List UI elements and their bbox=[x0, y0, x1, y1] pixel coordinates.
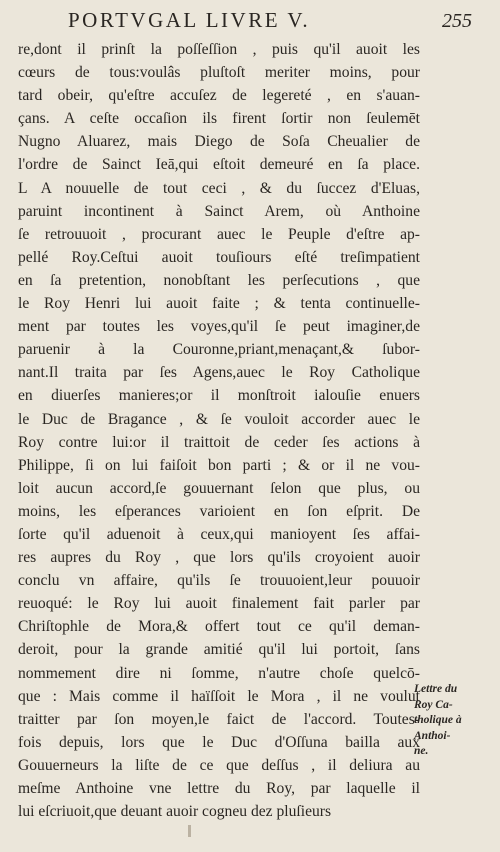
text-line: meſme Anthoine vne lettre du Roy, par laquelle il bbox=[18, 780, 420, 797]
margin-note-line: Roy Ca- bbox=[414, 698, 453, 711]
text-line: en ſa pretention, nonobſtant les perſecutions , que bbox=[18, 271, 420, 289]
text-line: l'ordre de Sainct Ieā,qui eſtoit demeuré en ſa place. bbox=[18, 156, 420, 174]
text-line: çans. A ceſte occaſion ils firent ſortir non ſeulemēt bbox=[18, 110, 420, 128]
text-line: paruint incontinent à Sainct Arem, où Anthoine bbox=[18, 202, 420, 220]
text-line: re,dont il prinſt la poſſeſſion , puis qu'il auoit les bbox=[18, 41, 420, 58]
margin-note-line: tholique à bbox=[414, 714, 462, 726]
text-line: cœurs de tous:voulâs pluſtoſt meriter moins, pour bbox=[18, 64, 420, 82]
text-line: lui eſcriuoit,que deuant auoir cogneu dez pluſieurs bbox=[18, 803, 332, 821]
text-line: le Roy Henri lui auoit faite ; & tenta continuelle- bbox=[18, 295, 420, 313]
text-line: ment par toutes les voyes,qu'il ſe peut imaginer,de bbox=[18, 318, 420, 336]
text-line: ſe retrouuoit , procurant auec le Peuple d'eſtre ap- bbox=[18, 225, 420, 243]
margin-note-line: Lettre du bbox=[414, 683, 458, 695]
text-line: Nugno Aluarez, mais Diego de Soſa Cheualier de bbox=[18, 133, 420, 151]
text-line: ſorte qu'il aduenoit à ceux,qui manioyent ſes affai- bbox=[18, 525, 420, 543]
text-line: loit aucun accord,ſe gouuernant ſelon que plus, ou bbox=[18, 479, 420, 497]
text-line: fois depuis, lors que le Duc d'Oſſuna bailla aux bbox=[18, 733, 420, 751]
text-line: nant.Il traita par ſes Agens,auec le Roy Catholique bbox=[18, 364, 420, 382]
text-line: moins, les eſperances varioient en ſon eſprit. De bbox=[18, 502, 420, 520]
text-line: Philippe, ſi on lui faiſoit bon parti ; & or il ne vou- bbox=[18, 456, 420, 474]
margin-note-line: ne. bbox=[414, 745, 429, 757]
text-line: L A nouuelle de tout ceci , & du ſuccez d'Eluas, bbox=[18, 179, 420, 197]
text-line: nommement dire ni ſomme, n'autre choſe quelcō- bbox=[18, 664, 420, 682]
page-header bbox=[0, 6, 500, 36]
text-line: pellé Roy.Ceſtui auoit touſiours eſté treſimpatient bbox=[18, 248, 420, 266]
text-line: conclu vn affaire, qu'ils ſe trouuoient,leur pouuoir bbox=[18, 572, 420, 590]
text-line: tard obeir, qu'eſtre accuſez de legereté , en s'auan- bbox=[18, 87, 420, 105]
text-line: Chriſtophle de Mora,& offert tout ce qu'il deman- bbox=[18, 618, 420, 636]
text-line: le Duc de Bragance , & ſe vouloit accorder auec le bbox=[18, 410, 420, 428]
text-line: que : Mais comme il haïſſoit le Mora , il ne voulut bbox=[18, 687, 420, 705]
page-number: 255 bbox=[442, 10, 472, 32]
margin-note bbox=[414, 682, 496, 760]
margin-note-line: Anthoi- bbox=[414, 729, 451, 742]
text-line: res aupres du Roy , que lors qu'ils croyoient auoir bbox=[18, 549, 420, 567]
text-line: Roy contre lui:or il traittoit de ceder ſes actions à bbox=[18, 433, 420, 451]
text-line: deroit, pour la grande amitié qu'il lui portoit, ſans bbox=[18, 641, 420, 659]
text-line: paruenir à la Couronne,priant,menaçant,& ſubor- bbox=[18, 341, 420, 359]
text-line: Gouuerneurs la liſte de ce que deſſus , il deliura au bbox=[18, 756, 420, 774]
text-line: traitter par ſon moyen,le faict de l'accord. Toutes- bbox=[18, 710, 420, 728]
paper-mark bbox=[188, 825, 191, 837]
text-line: en diuerſes manieres;or il monſtroit ialouſie enuers bbox=[18, 387, 420, 405]
body-text bbox=[18, 38, 420, 823]
running-title: PORTVGAL LIVRE V. bbox=[68, 8, 311, 32]
text-line: reuoqué: le Roy lui auoit finalement fait parler par bbox=[18, 595, 420, 613]
